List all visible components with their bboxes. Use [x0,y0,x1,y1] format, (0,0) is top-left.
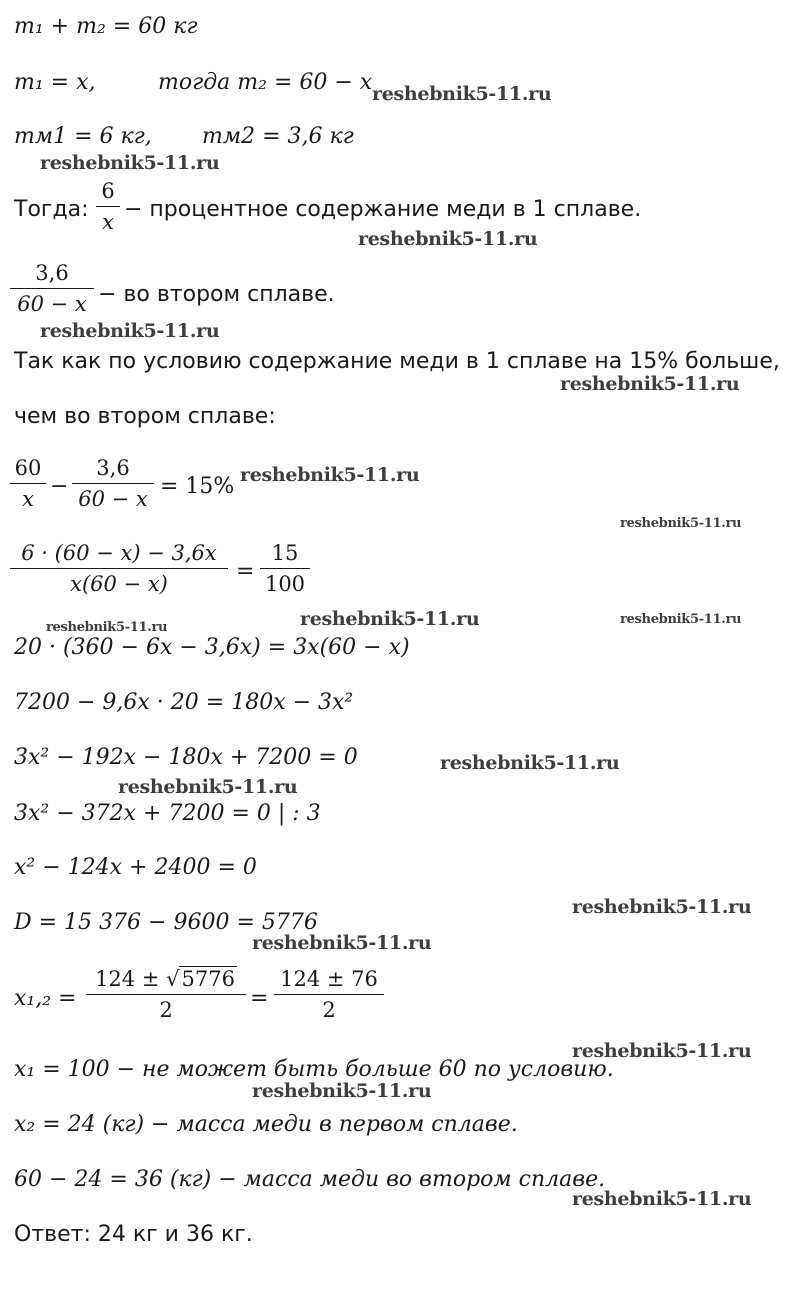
text-line-7: чем во втором сплаве: [14,404,276,429]
watermark: reshebnik5-11.ru [358,228,538,250]
watermark: reshebnik5-11.ru [118,776,298,798]
equation-line-17: x₁ = 100 − не может быть больше 60 по условию. [14,1057,614,1082]
equals-sign: = [250,986,269,1011]
watermark: reshebnik5-11.ru [620,612,742,627]
fraction-denominator: 60 − x [17,292,87,316]
fraction-numerator: 3,6 [96,456,130,480]
equals-15-percent: = 15% [160,474,235,499]
fraction-numerator: 6 · (60 − x) − 3,6x [21,541,217,565]
equation-line-1: m₁ + m₂ = 60 кг [14,14,198,39]
watermark: reshebnik5-11.ru [300,608,480,630]
watermark: reshebnik5-11.ru [560,373,740,395]
watermark: reshebnik5-11.ru [40,152,220,174]
sqrt-icon: √ [166,967,180,991]
fraction-quadratic-roots [86,966,246,1023]
fraction-numerator: 3,6 [35,261,69,285]
equation-line-19: 60 − 24 = 36 (кг) − масса меди во втором сплаве. [14,1167,606,1192]
watermark: reshebnik5-11.ru [46,620,168,635]
text-line-5-suffix: − во втором сплаве. [98,282,335,307]
sqrt-radicand: 5776 [181,967,235,991]
watermark: reshebnik5-11.ru [572,1188,752,1210]
fraction-numerator: 15 [271,541,299,565]
equation-line-16-lhs: x₁,₂ = [14,986,77,1011]
fraction-3.6-over-60-x [72,455,154,512]
watermark: reshebnik5-11.ru [572,896,752,918]
watermark: reshebnik5-11.ru [572,1040,752,1062]
fraction-denominator: 2 [322,998,336,1022]
fraction-numerator: 6 [101,179,115,203]
fraction-15-over-100 [260,540,310,597]
watermark: reshebnik5-11.ru [40,320,220,342]
equals-sign: = [236,559,255,584]
text-line-4-suffix: − процентное содержание меди в 1 сплаве. [124,197,642,222]
watermark: reshebnik5-11.ru [252,1080,432,1102]
fraction-numerator: 60 [14,456,42,480]
equation-line-3b: mм2 = 3,6 кг [202,124,354,149]
equation-line-13: 3x² − 372x + 7200 = 0 | : 3 [14,801,321,826]
text-line-4-prefix: Тогда: [14,197,89,222]
fraction-numerator: 124 ± [95,967,167,991]
watermark: reshebnik5-11.ru [440,752,620,774]
fraction-denominator: 100 [264,572,306,596]
equation-line-2a: m₁ = x, [14,70,96,95]
equation-line-12: 3x² − 192x − 180x + 7200 = 0 [14,745,358,770]
text-line-6: Так как по условию содержание меди в 1 сплаве на 15% больше, [14,349,780,374]
watermark: reshebnik5-11.ru [252,932,432,954]
fraction-3.6-over-60-x [10,260,94,317]
fraction-denominator: x [22,487,34,511]
watermark: reshebnik5-11.ru [240,464,420,486]
watermark: reshebnik5-11.ru [620,516,742,531]
fraction-numerator: 124 ± 76 [280,967,378,991]
equation-line-10: 20 · (360 − 6x − 3,6x) = 3x(60 − x) [14,635,410,660]
watermark: reshebnik5-11.ru [372,83,552,105]
equation-line-15: D = 15 376 − 9600 = 5776 [14,910,318,935]
fraction-denominator: x(60 − x) [70,572,168,596]
fraction-combined [10,540,228,597]
fraction-denominator: 2 [159,998,173,1022]
fraction-denominator: 60 − x [78,487,148,511]
equation-line-18: x₂ = 24 (кг) − масса меди в первом сплаве. [14,1112,518,1137]
fraction-6-over-x [96,178,120,235]
equation-line-11: 7200 − 9,6x · 20 = 180x − 3x² [14,690,354,715]
answer-line: Ответ: 24 кг и 36 кг. [14,1222,253,1247]
fraction-124-76-over-2 [274,966,384,1023]
equation-line-3a: mм1 = 6 кг, [14,124,152,149]
fraction-60-over-x [10,455,46,512]
minus-sign: − [50,474,69,499]
equation-line-2b: тогда m₂ = 60 − x [158,70,373,95]
equation-line-14: x² − 124x + 2400 = 0 [14,855,257,880]
fraction-denominator: x [102,210,114,234]
